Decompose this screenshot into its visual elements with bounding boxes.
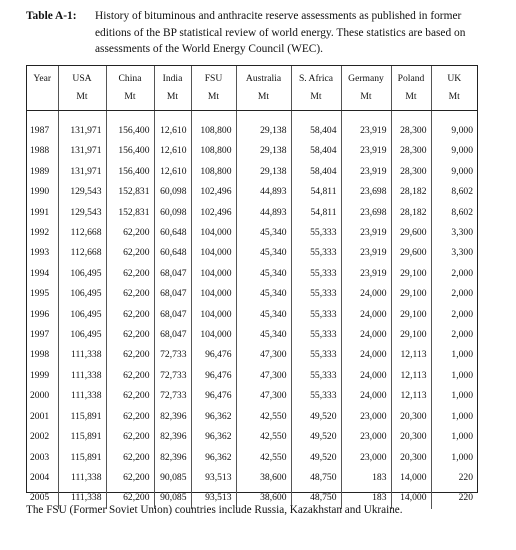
value-cell: 82,396 xyxy=(154,448,191,468)
value-cell: 62,200 xyxy=(106,305,154,325)
value-cell: 28,300 xyxy=(391,111,431,142)
value-cell: 104,000 xyxy=(191,243,236,263)
value-cell: 12,610 xyxy=(154,111,191,142)
value-cell: 68,047 xyxy=(154,264,191,284)
value-cell: 47,300 xyxy=(236,386,291,406)
value-cell: 55,333 xyxy=(291,305,341,325)
value-cell: 104,000 xyxy=(191,223,236,243)
table-row xyxy=(27,162,477,182)
value-cell: 29,100 xyxy=(391,325,431,345)
value-cell: 62,200 xyxy=(106,284,154,304)
value-cell: 20,300 xyxy=(391,407,431,427)
value-cell: 108,800 xyxy=(191,111,236,142)
value-cell: 62,200 xyxy=(106,325,154,345)
value-cell: 24,000 xyxy=(341,284,391,304)
value-cell: 62,200 xyxy=(106,407,154,427)
year-cell: 1999 xyxy=(27,366,58,386)
value-cell: 20,300 xyxy=(391,427,431,447)
value-cell: 45,340 xyxy=(236,305,291,325)
value-cell: 48,750 xyxy=(291,488,341,508)
value-cell: 55,333 xyxy=(291,345,341,365)
value-cell: 62,200 xyxy=(106,264,154,284)
value-cell: 8,602 xyxy=(451,186,473,198)
value-cell: 24,000 xyxy=(341,366,391,386)
column-name: Year xyxy=(33,73,52,84)
value-cell: 82,396 xyxy=(154,407,191,427)
value-cell: 131,971 xyxy=(58,111,106,142)
table-row xyxy=(27,284,477,304)
value-cell: 38,600 xyxy=(236,488,291,508)
value-cell: 28,182 xyxy=(391,182,431,202)
value-cell: 108,800 xyxy=(191,162,236,182)
value-cell: 152,831 xyxy=(106,182,154,202)
year-cell: 1996 xyxy=(27,305,58,325)
year-cell: 2004 xyxy=(27,468,58,488)
table-row xyxy=(27,427,477,447)
value-cell: 48,750 xyxy=(291,468,341,488)
value-cell: 68,047 xyxy=(154,325,191,345)
column-unit: Mt xyxy=(124,91,136,102)
value-cell: 12,113 xyxy=(391,345,431,365)
table-row xyxy=(27,305,477,325)
column-unit: Mt xyxy=(310,91,322,102)
value-cell: 23,000 xyxy=(341,427,391,447)
year-cell: 1989 xyxy=(27,162,58,182)
year-cell: 2001 xyxy=(27,407,58,427)
value-cell: 55,333 xyxy=(291,284,341,304)
value-cell: 1,000 xyxy=(451,349,473,361)
value-cell: 23,000 xyxy=(341,407,391,427)
table-row xyxy=(27,111,477,142)
value-cell: 115,891 xyxy=(58,407,106,427)
value-cell: 96,476 xyxy=(191,345,236,365)
value-cell: 58,404 xyxy=(291,162,341,182)
year-cell: 1987 xyxy=(27,111,58,142)
value-cell: 104,000 xyxy=(191,264,236,284)
value-cell: 28,300 xyxy=(391,162,431,182)
table-caption xyxy=(26,8,496,58)
value-cell: 23,919 xyxy=(341,264,391,284)
column-name: India xyxy=(162,73,183,84)
value-cell: 115,891 xyxy=(58,427,106,447)
value-cell: 55,333 xyxy=(291,243,341,263)
value-cell: 156,400 xyxy=(106,162,154,182)
caption-label: Table A-1: xyxy=(26,10,77,22)
value-cell: 45,340 xyxy=(236,243,291,263)
year-cell: 1995 xyxy=(27,284,58,304)
value-cell: 220 xyxy=(458,471,473,483)
column-header xyxy=(391,66,431,111)
value-cell: 9,000 xyxy=(451,145,473,157)
value-cell: 106,495 xyxy=(58,305,106,325)
value-cell: 23,919 xyxy=(341,162,391,182)
value-cell: 2,000 xyxy=(451,329,473,341)
table-row xyxy=(27,386,477,406)
table-row xyxy=(27,243,477,263)
value-cell: 55,333 xyxy=(291,366,341,386)
value-cell: 12,113 xyxy=(391,366,431,386)
value-cell: 20,300 xyxy=(391,448,431,468)
column-header xyxy=(154,66,191,111)
value-cell: 60,648 xyxy=(154,243,191,263)
value-cell: 49,520 xyxy=(291,427,341,447)
value-cell: 72,733 xyxy=(154,386,191,406)
value-cell: 42,550 xyxy=(236,448,291,468)
table-row xyxy=(27,141,477,161)
value-cell: 55,333 xyxy=(291,264,341,284)
value-cell: 1,000 xyxy=(451,451,473,463)
value-cell: 62,200 xyxy=(106,448,154,468)
value-cell: 1,000 xyxy=(451,410,473,422)
value-cell: 3,300 xyxy=(451,247,473,259)
column-unit: Mt xyxy=(257,91,270,102)
value-cell: 68,047 xyxy=(154,284,191,304)
year-cell: 1990 xyxy=(27,182,58,202)
year-cell: 1997 xyxy=(27,325,58,345)
value-cell: 42,550 xyxy=(236,407,291,427)
year-cell: 2005 xyxy=(27,488,58,508)
value-cell: 24,000 xyxy=(341,386,391,406)
value-cell: 60,098 xyxy=(154,203,191,223)
value-cell: 29,100 xyxy=(391,305,431,325)
value-cell: 68,047 xyxy=(154,305,191,325)
value-cell: 111,338 xyxy=(58,488,106,508)
value-cell: 24,000 xyxy=(341,345,391,365)
value-cell: 9,000 xyxy=(451,125,473,136)
table-row xyxy=(27,325,477,345)
column-header xyxy=(27,66,58,111)
value-cell: 54,811 xyxy=(291,203,341,223)
value-cell: 12,113 xyxy=(391,386,431,406)
value-cell: 14,000 xyxy=(391,488,431,508)
value-cell: 129,543 xyxy=(58,203,106,223)
value-cell: 60,098 xyxy=(154,182,191,202)
column-header xyxy=(341,66,391,111)
value-cell: 55,333 xyxy=(291,223,341,243)
year-cell: 2000 xyxy=(27,386,58,406)
value-cell: 152,831 xyxy=(106,203,154,223)
value-cell: 93,513 xyxy=(191,468,236,488)
value-cell: 29,138 xyxy=(236,111,291,142)
value-cell: 90,085 xyxy=(154,488,191,508)
column-unit: Mt xyxy=(166,91,179,102)
value-cell: 183 xyxy=(341,468,391,488)
value-cell: 90,085 xyxy=(154,468,191,488)
value-cell: 3,300 xyxy=(451,227,473,239)
value-cell: 29,600 xyxy=(391,243,431,263)
column-unit: Mt xyxy=(360,91,372,102)
value-cell: 24,000 xyxy=(341,305,391,325)
value-cell: 111,338 xyxy=(58,468,106,488)
table-row xyxy=(27,468,477,488)
value-cell: 14,000 xyxy=(391,468,431,488)
value-cell: 106,495 xyxy=(58,284,106,304)
value-cell: 96,362 xyxy=(191,448,236,468)
table-header-row xyxy=(27,66,477,111)
value-cell: 112,668 xyxy=(58,243,106,263)
value-cell: 29,100 xyxy=(391,264,431,284)
value-cell: 104,000 xyxy=(191,305,236,325)
value-cell: 115,891 xyxy=(58,448,106,468)
value-cell: 96,362 xyxy=(191,407,236,427)
value-cell: 49,520 xyxy=(291,448,341,468)
column-header xyxy=(191,66,236,111)
value-cell: 62,200 xyxy=(106,468,154,488)
value-cell: 55,333 xyxy=(291,325,341,345)
value-cell: 28,182 xyxy=(391,203,431,223)
value-cell: 62,200 xyxy=(106,223,154,243)
value-cell: 2,000 xyxy=(451,267,473,279)
column-name: Poland xyxy=(397,73,425,84)
value-cell: 72,733 xyxy=(154,345,191,365)
column-header xyxy=(291,66,341,111)
value-cell: 1,000 xyxy=(451,390,473,402)
value-cell: 29,138 xyxy=(236,141,291,161)
value-cell: 82,396 xyxy=(154,427,191,447)
value-cell: 104,000 xyxy=(191,325,236,345)
value-cell: 28,300 xyxy=(391,141,431,161)
value-cell: 29,100 xyxy=(391,284,431,304)
value-cell: 112,668 xyxy=(58,223,106,243)
column-unit: Mt xyxy=(448,91,460,102)
value-cell: 23,000 xyxy=(341,448,391,468)
column-unit: Mt xyxy=(207,91,220,102)
value-cell: 106,495 xyxy=(58,325,106,345)
value-cell: 106,495 xyxy=(58,264,106,284)
value-cell: 62,200 xyxy=(106,386,154,406)
value-cell: 8,602 xyxy=(451,206,473,218)
value-cell: 45,340 xyxy=(236,284,291,304)
value-cell: 9,000 xyxy=(451,165,473,177)
value-cell: 1,000 xyxy=(451,431,473,443)
year-cell: 1988 xyxy=(27,141,58,161)
value-cell: 102,496 xyxy=(191,182,236,202)
table-row xyxy=(27,264,477,284)
value-cell: 1,000 xyxy=(451,369,473,381)
year-cell: 1991 xyxy=(27,203,58,223)
table-row xyxy=(27,407,477,427)
value-cell: 29,138 xyxy=(236,162,291,182)
column-name: China xyxy=(118,73,142,84)
column-header xyxy=(236,66,291,111)
value-cell: 108,800 xyxy=(191,141,236,161)
value-cell: 62,200 xyxy=(106,488,154,508)
year-cell: 1994 xyxy=(27,264,58,284)
table-row xyxy=(27,223,477,243)
value-cell: 58,404 xyxy=(291,111,341,142)
value-cell: 129,543 xyxy=(58,182,106,202)
table-row xyxy=(27,366,477,386)
value-cell: 104,000 xyxy=(191,284,236,304)
value-cell: 93,513 xyxy=(191,488,236,508)
value-cell: 38,600 xyxy=(236,468,291,488)
value-cell: 156,400 xyxy=(106,111,154,142)
value-cell: 29,600 xyxy=(391,223,431,243)
value-cell: 23,919 xyxy=(341,243,391,263)
column-name: USA xyxy=(72,73,92,84)
column-header xyxy=(431,66,477,111)
column-header xyxy=(58,66,106,111)
value-cell: 111,338 xyxy=(58,386,106,406)
value-cell: 62,200 xyxy=(106,345,154,365)
value-cell: 49,520 xyxy=(291,407,341,427)
value-cell: 47,300 xyxy=(236,345,291,365)
value-cell: 45,340 xyxy=(236,223,291,243)
year-cell: 1993 xyxy=(27,243,58,263)
value-cell: 131,971 xyxy=(58,162,106,182)
table-row xyxy=(27,203,477,223)
value-cell: 44,893 xyxy=(236,182,291,202)
value-cell: 44,893 xyxy=(236,203,291,223)
year-cell: 2003 xyxy=(27,448,58,468)
value-cell: 23,919 xyxy=(341,111,391,142)
value-cell: 111,338 xyxy=(58,345,106,365)
value-cell: 96,476 xyxy=(191,366,236,386)
value-cell: 45,340 xyxy=(236,325,291,345)
year-cell: 1992 xyxy=(27,223,58,243)
value-cell: 47,300 xyxy=(236,366,291,386)
value-cell: 45,340 xyxy=(236,264,291,284)
value-cell: 23,698 xyxy=(341,182,391,202)
year-cell: 2002 xyxy=(27,427,58,447)
table-footnote: The FSU (Former Soviet Union) countries include Russia, Kazakhstan and Ukraine. xyxy=(26,504,403,516)
value-cell: 96,362 xyxy=(191,427,236,447)
column-name: UK xyxy=(447,73,462,84)
value-cell: 55,333 xyxy=(291,386,341,406)
value-cell: 183 xyxy=(341,488,391,508)
table-body xyxy=(27,111,477,509)
value-cell: 12,610 xyxy=(154,141,191,161)
value-cell: 23,698 xyxy=(341,203,391,223)
value-cell: 58,404 xyxy=(291,141,341,161)
column-unit: Mt xyxy=(405,91,417,102)
table-row xyxy=(27,182,477,202)
caption-text: History of bituminous and anthracite reserve assessments as published in former editions of the BP statistical review of world energy. These statistics are based on assessments of the World Energy Council (WEC). xyxy=(95,10,466,55)
value-cell: 23,919 xyxy=(341,223,391,243)
year-cell: 1998 xyxy=(27,345,58,365)
value-cell: 12,610 xyxy=(154,162,191,182)
value-cell: 2,000 xyxy=(451,308,473,320)
value-cell: 42,550 xyxy=(236,427,291,447)
value-cell: 72,733 xyxy=(154,366,191,386)
value-cell: 96,476 xyxy=(191,386,236,406)
reserves-table xyxy=(27,66,477,509)
value-cell: 54,811 xyxy=(291,182,341,202)
value-cell: 156,400 xyxy=(106,141,154,161)
column-name: Australia xyxy=(245,73,282,84)
table-row xyxy=(27,345,477,365)
value-cell: 60,648 xyxy=(154,223,191,243)
value-cell: 62,200 xyxy=(106,243,154,263)
value-cell: 24,000 xyxy=(341,325,391,345)
value-cell: 62,200 xyxy=(106,427,154,447)
value-cell: 131,971 xyxy=(58,141,106,161)
column-name: S. Africa xyxy=(298,73,334,84)
column-name: FSU xyxy=(204,73,223,84)
value-cell: 220 xyxy=(458,492,473,504)
value-cell: 102,496 xyxy=(191,203,236,223)
column-header xyxy=(106,66,154,111)
value-cell: 111,338 xyxy=(58,366,106,386)
value-cell: 62,200 xyxy=(106,366,154,386)
column-name: Germany xyxy=(348,73,384,84)
value-cell: 23,919 xyxy=(341,141,391,161)
value-cell: 2,000 xyxy=(451,288,473,300)
table-row xyxy=(27,448,477,468)
column-unit: Mt xyxy=(76,91,88,102)
reserves-table-frame xyxy=(26,65,478,504)
